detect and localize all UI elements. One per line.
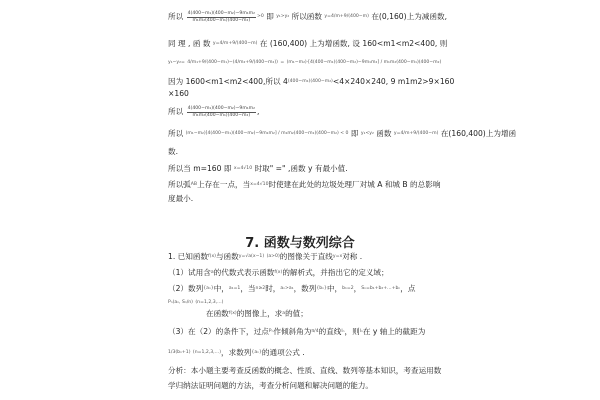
proof-line-7: 所以 (m₁−m₂)[4(400−m₁)(400−m₂)−9m₁m₂] / m₁m₂(400−m₁)(400−m₂) < 0 即 y₁<y₂ 函数 y=4/m+9/(400−m) 在(160,400)上为增函 [168, 129, 517, 138]
proof-line-4: 因为 1600<m1<m2<400,所以 4(400−m₁)(400−m₂)<4×240×240, 9 m1m2>9×160 [168, 77, 455, 86]
fraction: $\frac{\text{4(400−m₁)(400−m₂)−9m₁m₂}}{\text{m₁m₂(400−m₁)(400−m₂)}}$ [187, 106, 255, 118]
proof-line-9: 所以当 m=160 即 x=4√10 时取" =" ,函数 y 有最小值. [168, 164, 348, 173]
proof-line-11: 度最小. [168, 194, 194, 203]
problem-line-4: Pₙ(aₙ, Sₙ/n) (n=1,2,3,…) [168, 300, 224, 305]
problem-line-5: 在函数f(x)的图像上，求a的值； [206, 309, 308, 318]
problem-line-6: （3）在（2）的条件下，过点Pₙ作倾斜角为π/4的直线lₙ，则lₙ在 y 轴上的截距为 [168, 327, 426, 336]
proof-line-2: 同 理 , 函 数 y=4/m+9/(400−m) 在 (160,400) 上为增函数, 设 160<m1<m2<400, 则 [168, 39, 448, 48]
fraction: $\frac{\text{4(400−m₁)(400−m₂)−9m₁m₂}}{\text{m₁m₂(400−m₁)(400−m₂)}}$ [187, 11, 255, 23]
proof-line-6: 所以 $\frac{\text{4(400−m₁)(400−m₂)−9m₁m₂}}{\text{m₁m₂(400−m₁)(400−m₂)}}$ , [168, 106, 260, 118]
analysis-line-2: 学归纳法证明问题的方法，考查分析问题和解决问题的能力。 [168, 381, 374, 390]
proof-line-5: ×160 [168, 89, 189, 98]
proof-line-3: y₁−y₂= 4/m₁+9/(400−m₁)−(4/m₂+9/(400−m₂)) = (m₁−m₂)·[4(400−m₁)(400−m₂)−9m₁m₂] / m₁m₂(400−m₁)(400−m₂) [168, 60, 442, 65]
problem-line-3: （2）数列{aₙ}中，a₁=1，当n≥2时，aₙ>a₁，数列{bₙ}中，b₁=2，Sₙ=b₁+b₂+…+bₙ，点 [168, 284, 416, 293]
proof-line-1: 所以 $\frac{\text{4(400−m₁)(400−m₂)−9m₁m₂}}{\text{m₁m₂(400−m₁)(400−m₂)}}$ >0 即 y₁>y₂ 所以函数 y=4/m+9/(400−m) 在(0,160)上为减函数, [168, 11, 447, 23]
proof-line-10: 所以弧AB上存在一点，当x=4√10时使建在此处的垃圾处理厂对城 A 和城 B 的总影响 [168, 180, 441, 189]
analysis-line-1: 分析：本小题主要考查反函数的概念、性质、直线、数列等基本知识，考查运用数 [168, 366, 442, 375]
problem-line-1: 1. 已知函数f(x)与函数y=√a(x−1) (a>0)的图像关于直线y=x对称 . [168, 252, 363, 261]
section-heading: 7. 函数与数列综合 [245, 236, 355, 251]
problem-line-2: （1）试用含a的代数式表示函数f(x)的解析式，并指出它的定义域； [168, 268, 389, 277]
proof-line-8: 数. [168, 147, 179, 156]
problem-line-7: 1/3(bₙ+1) (n=1,2,3,…)，求数列{aₙ}的通项公式 . [168, 348, 305, 357]
